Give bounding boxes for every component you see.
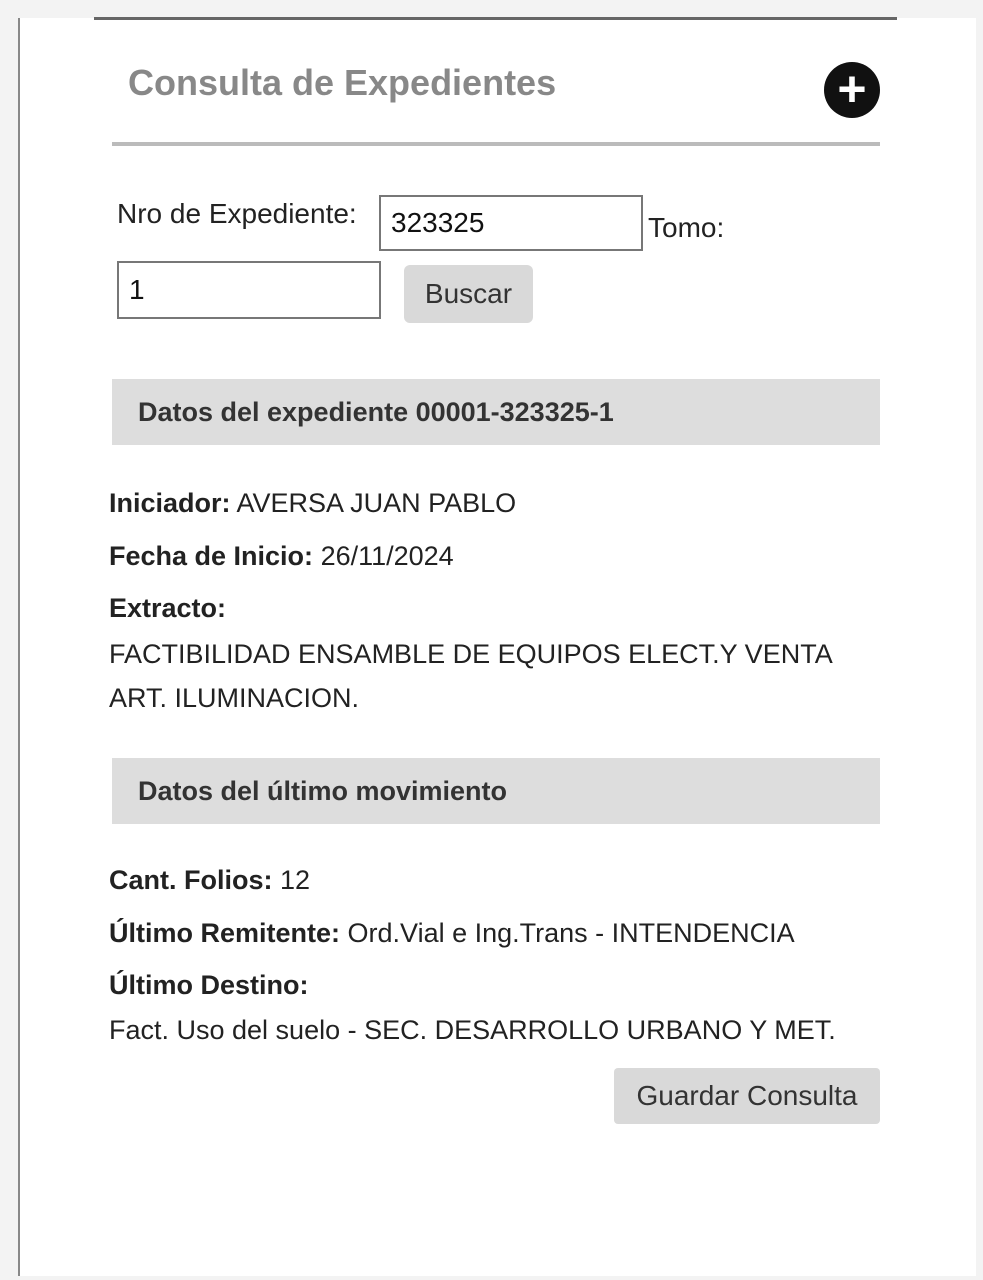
iniciador-row bbox=[109, 488, 516, 519]
fecha-value: 26/11/2024 bbox=[320, 541, 454, 571]
top-divider bbox=[94, 17, 897, 20]
destino-label-text: Último Destino: bbox=[109, 970, 309, 1000]
destino-label bbox=[109, 970, 309, 1001]
fecha-row bbox=[109, 541, 454, 572]
remitente-label: Último Remitente: bbox=[109, 918, 341, 948]
search-button[interactable]: Buscar bbox=[404, 265, 533, 323]
remitente-row bbox=[109, 918, 795, 949]
expediente-section-header: Datos del expediente 00001-323325-1 bbox=[112, 379, 880, 445]
plus-circle-icon[interactable]: + bbox=[824, 62, 880, 118]
folios-label: Cant. Folios: bbox=[109, 865, 273, 895]
remitente-value: Ord.Vial e Ing.Trans - INTENDENCIA bbox=[347, 918, 795, 948]
nro-expediente-label: Nro de Expediente: bbox=[117, 198, 357, 229]
header-divider bbox=[112, 142, 880, 146]
extracto-line-2: ART. ILUMINACION. bbox=[109, 683, 360, 713]
save-query-button[interactable]: Guardar Consulta bbox=[614, 1068, 880, 1124]
page-title: Consulta de Expedientes bbox=[128, 62, 557, 103]
extracto-label bbox=[109, 593, 226, 624]
extracto-line-1: FACTIBILIDAD ENSAMBLE DE EQUIPOS ELECT.Y VENTA bbox=[109, 639, 833, 669]
extracto-label-text: Extracto: bbox=[109, 593, 227, 623]
folios-row bbox=[109, 865, 310, 896]
movimiento-section-header: Datos del último movimiento bbox=[112, 758, 880, 824]
tomo-label: Tomo: bbox=[648, 212, 725, 243]
iniciador-label: Iniciador: bbox=[109, 488, 231, 518]
nro-expediente-input[interactable] bbox=[379, 195, 643, 251]
tomo-input[interactable] bbox=[117, 261, 381, 319]
fecha-label: Fecha de Inicio: bbox=[109, 541, 314, 571]
destino-value: Fact. Uso del suelo - SEC. DESARROLLO URBANO Y MET. bbox=[109, 1015, 836, 1045]
folios-value: 12 bbox=[280, 865, 311, 895]
iniciador-value: AVERSA JUAN PABLO bbox=[236, 488, 517, 518]
